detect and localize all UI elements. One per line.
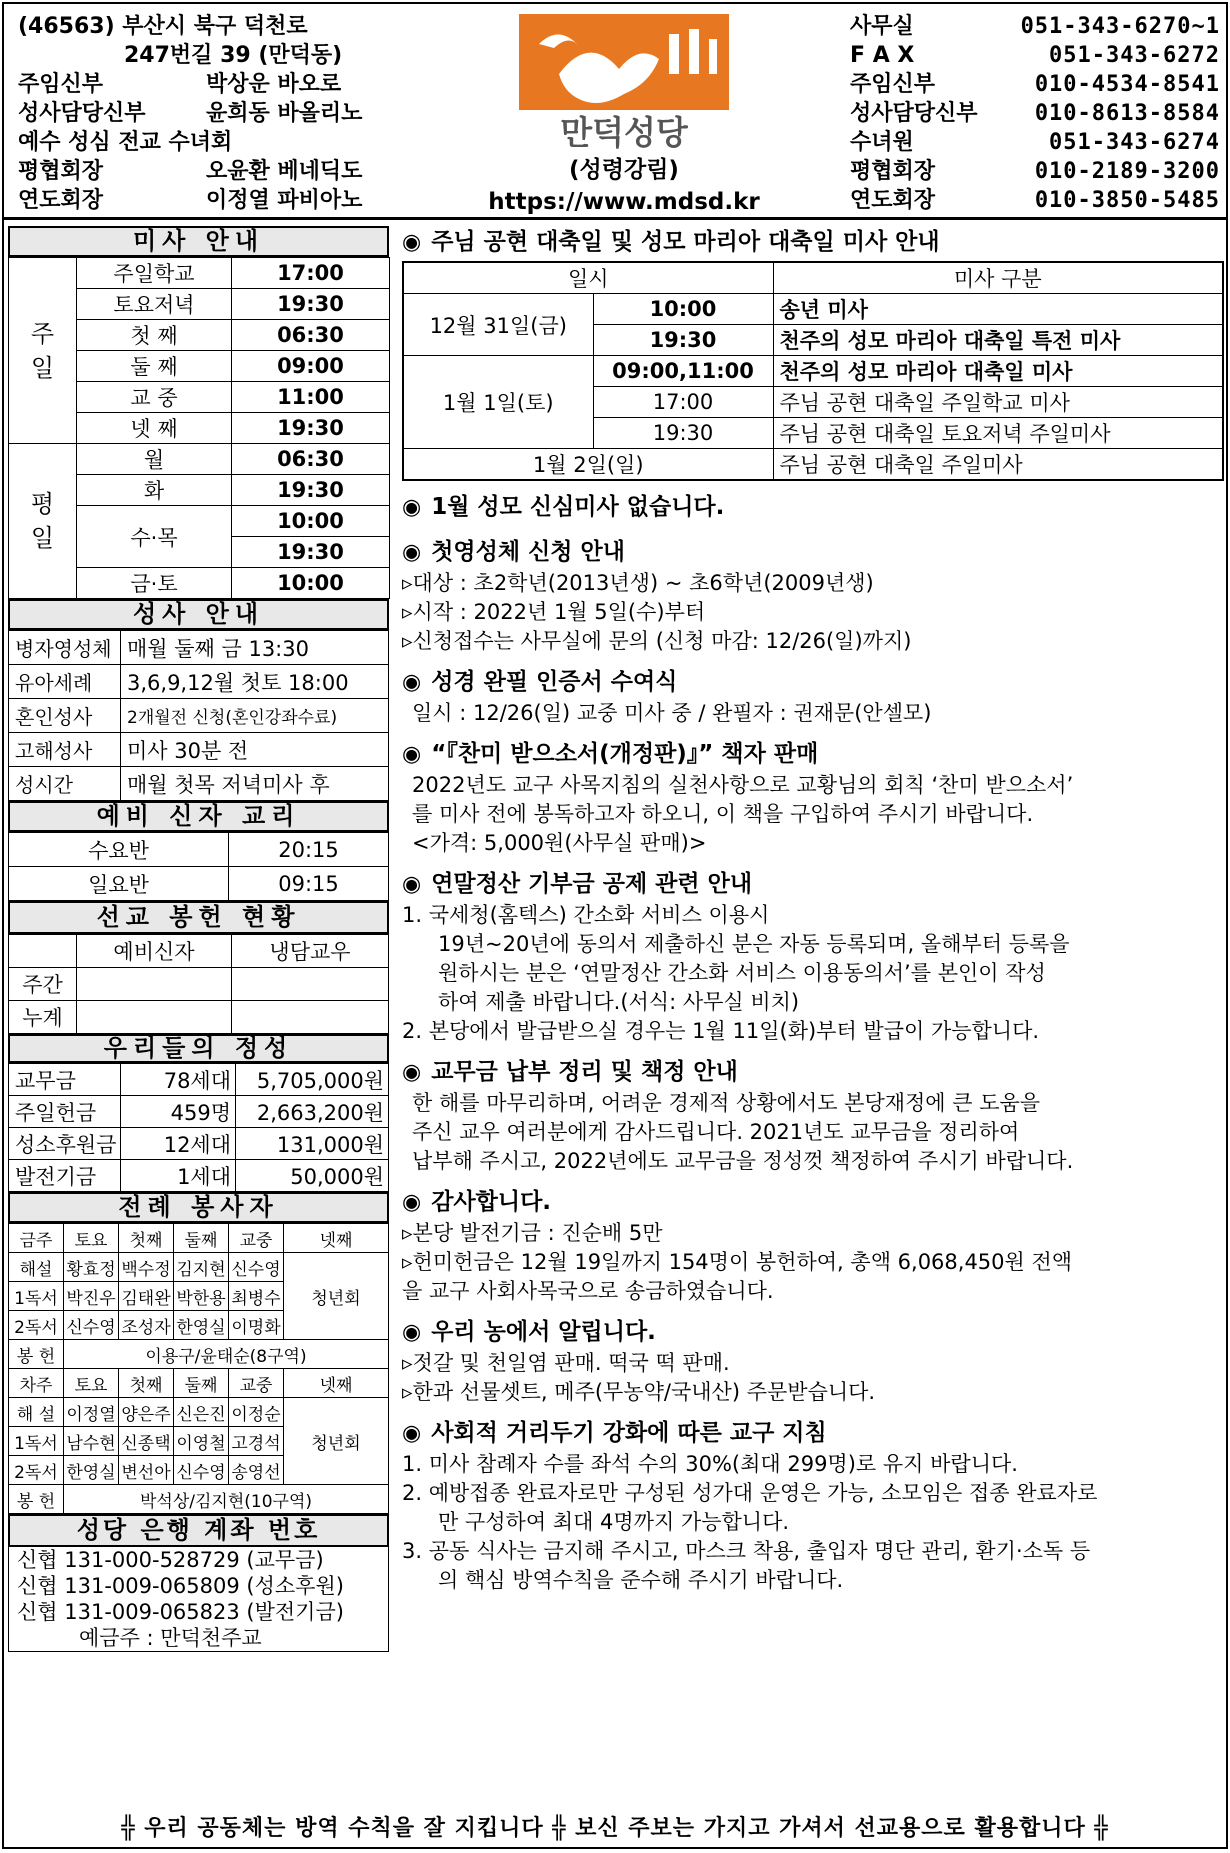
header: [4, 4, 1226, 220]
mass-name: 토요저녁: [77, 289, 232, 320]
notice-line: 1. 미사 참례자 수를 좌석 수의 30%(최대 299명)로 유지 바랍니다.: [402, 1452, 1018, 1476]
dove-flame-icon: [519, 14, 729, 152]
parish-info: [18, 12, 408, 215]
clergy-role: 예수 성심 전교 수녀회: [18, 130, 233, 155]
parish-logo: [519, 14, 729, 152]
mass-name: 화: [77, 475, 232, 506]
mass-type: 천주의 성모 마리아 대축일 특전 미사: [773, 325, 1223, 356]
notice-line: 를 미사 전에 봉독하고자 하오니, 이 책을 구입하여 주시기 바랍니다.: [412, 802, 1034, 826]
notice-line: ▹대상 : 초2학년(2013년생) ~ 초6학년(2009년생): [402, 571, 874, 595]
col-header: 미사 구분: [773, 262, 1223, 294]
liturgy-role: 2독서: [9, 1456, 64, 1485]
contact-label: 성사담당신부: [850, 101, 978, 126]
sacrament-name: 유아세례: [9, 665, 121, 699]
class-name: 일요반: [9, 867, 229, 901]
left-column: [8, 226, 389, 1797]
sunday-label: 주 일: [9, 258, 77, 444]
mass-time: 06:30: [232, 444, 390, 475]
offering-title: 우리들의 정성: [8, 1034, 389, 1063]
notice-bullet-icon: ◉: [402, 670, 422, 695]
notice-line: 3. 공동 식사는 금지해 주시고, 마스크 착용, 출입자 명단 관리, 환기·소독 등: [402, 1539, 1091, 1563]
mass-time: 19:30: [232, 475, 390, 506]
liturgy-title: 전례 봉사자: [8, 1192, 389, 1223]
mass-title: 미사 안내: [8, 226, 389, 257]
liturgy-youth: 청년회: [284, 1253, 389, 1340]
mass-date: 1월 1일(토): [403, 356, 593, 449]
notice-title: ◉ 교무금 납부 정리 및 책정 안내: [402, 1059, 738, 1085]
notice-title: ◉ 사회적 거리두기 강화에 따른 교구 지침: [402, 1420, 827, 1446]
col-header: 일시: [403, 262, 773, 294]
mass-name: 주일학교: [77, 258, 232, 289]
liturgy-cell: 신수영: [64, 1311, 119, 1340]
mass-time: 19:30: [232, 413, 390, 444]
liturgy-cell: 변선아: [119, 1456, 174, 1485]
offering-name: 교무금: [9, 1064, 121, 1096]
mass-time: 19:30: [232, 289, 390, 320]
class-time: 09:15: [229, 867, 389, 901]
liturgy-head: 금주: [9, 1224, 64, 1253]
mission-row: 주간: [9, 968, 77, 1001]
liturgy-cell: 김지현: [174, 1253, 229, 1282]
offering-name: 성소후원금: [9, 1128, 121, 1160]
liturgy-head: 넷째: [284, 1224, 389, 1253]
liturgy-cell: 남수현: [64, 1427, 119, 1456]
notice-title: ◉ 주님 공현 대축일 및 성모 마리아 대축일 미사 안내: [402, 229, 940, 255]
liturgy-head: 토요: [64, 1224, 119, 1253]
liturgy-cell: 이정열: [64, 1398, 119, 1427]
notice-line: 2. 본당에서 발급받으실 경우는 1월 11일(화)부터 발급이 가능합니다.: [402, 1019, 1040, 1043]
liturgy-role: 해설: [9, 1253, 64, 1282]
notice-title: ◉ 우리 농에서 알립니다.: [402, 1319, 656, 1345]
notice-line: 의 핵심 방역수칙을 준수해 주시기 바랍니다.: [438, 1568, 844, 1592]
liturgy-offering: 박석상/김지현(10구역): [64, 1485, 389, 1514]
liturgy-cell: 양은주: [119, 1398, 174, 1427]
liturgy-cell: 조성자: [119, 1311, 174, 1340]
mass-name: 둘 째: [77, 351, 232, 382]
notice-bullet-icon: ◉: [402, 1060, 422, 1085]
offering-name: 주일헌금: [9, 1096, 121, 1128]
clergy-role: 연도회장: [18, 188, 104, 213]
notice-line: ▹본당 발전기금 : 진순배 5만: [402, 1221, 663, 1245]
contact-number: 051-343-6272: [1049, 43, 1220, 68]
notice-bullet-icon: ◉: [402, 540, 422, 565]
sacrament-value: 매월 첫목 저녁미사 후: [121, 767, 389, 801]
notice-line: 원하시는 분은 ‘연말정산 간소화 서비스 이용동의서’를 본인이 작성: [438, 961, 1046, 985]
liturgy-head: 넷째: [284, 1369, 389, 1398]
liturgy-cell: 이영철: [174, 1427, 229, 1456]
mass-date: 12월 31일(금): [403, 294, 593, 356]
bank-accounts: [8, 1547, 389, 1652]
liturgy-head: 교중: [229, 1369, 284, 1398]
contact-number: 051-343-6274: [1049, 130, 1220, 155]
mass-time: 10:00: [593, 294, 773, 325]
notice-title: ◉ “『찬미 받으소서(개정판)』” 책자 판매: [402, 741, 819, 767]
mass-type: 주님 공현 대축일 토요저녁 주일미사: [773, 418, 1223, 449]
offering-amount: 50,000원: [236, 1160, 389, 1192]
liturgy-role: 봉 헌: [9, 1340, 64, 1369]
liturgy-cell: 이명화: [229, 1311, 284, 1340]
offering-count: 459명: [121, 1096, 236, 1128]
special-mass-table: [402, 261, 1224, 481]
liturgy-offering: 이용구/윤태순(8구역): [64, 1340, 389, 1369]
liturgy-cell: 신종택: [119, 1427, 174, 1456]
notice-title: ◉ 성경 완필 인증서 수여식: [402, 669, 678, 695]
offering-count: 12세대: [121, 1128, 236, 1160]
mass-time: 17:00: [593, 387, 773, 418]
liturgy-head: 첫째: [119, 1224, 174, 1253]
mass-name: 금·토: [77, 568, 232, 599]
notice-line: 한 해를 마무리하며, 어려운 경제적 상황에서도 본당재정에 큰 도움을: [412, 1091, 1041, 1115]
mass-name: 월: [77, 444, 232, 475]
liturgy-role: 1독서: [9, 1427, 64, 1456]
mass-time: 19:30: [593, 418, 773, 449]
notice-bullet-icon: ◉: [402, 495, 422, 520]
clergy-name: 이정열 파비아노: [206, 188, 363, 213]
liturgy-role: 1독서: [9, 1282, 64, 1311]
clergy-name: 윤희동 바올리노: [206, 101, 363, 126]
notice-bullet-icon: ◉: [402, 872, 422, 897]
notice-bullet-icon: ◉: [402, 1190, 422, 1215]
mass-name: 교 중: [77, 382, 232, 413]
mass-time: 10:00: [232, 568, 390, 599]
mass-type: 주님 공현 대축일 주일미사: [773, 449, 1223, 481]
offering-count: 78세대: [121, 1064, 236, 1096]
notice-line: 주신 교우 여러분에게 감사드립니다. 2021년도 교무금을 정리하여: [412, 1120, 1020, 1144]
clergy-name: 오윤환 베네딕도: [206, 159, 363, 184]
contact-label: 수녀원: [850, 130, 914, 155]
class-name: 수요반: [9, 833, 229, 867]
notice-line: 1. 국세청(홈텍스) 간소화 서비스 이용시: [402, 903, 770, 927]
bank-line: 신협 131-009-065823 (발전기금): [17, 1600, 344, 1624]
mission-row: 누계: [9, 1001, 77, 1034]
sacrament-value: 미사 30분 전: [121, 733, 389, 767]
liturgy-cell: 김태완: [119, 1282, 174, 1311]
liturgy-cell: 한영실: [174, 1311, 229, 1340]
notice-bullet-icon: ◉: [402, 230, 422, 255]
bank-line: 신협 131-009-065809 (성소후원): [17, 1574, 344, 1598]
clergy-role: 주임신부: [18, 72, 104, 97]
notice-bullet-icon: ◉: [402, 1421, 422, 1446]
bank-title: 성당 은행 계좌 번호: [8, 1514, 389, 1547]
mass-type: 송년 미사: [773, 294, 1223, 325]
notice-bullet-icon: ◉: [402, 742, 422, 767]
mass-time: 19:30: [593, 325, 773, 356]
notice-line: ▹헌미헌금은 12월 19일까지 154명이 봉헌하여, 총액 6,068,450원 전액: [402, 1250, 1073, 1274]
liturgy-role: 봉 헌: [9, 1485, 64, 1514]
mass-time: 09:00,11:00: [593, 356, 773, 387]
mass-time: 10:00: [232, 506, 390, 537]
footer-banner: ╬ 우리 공동체는 방역 수칙을 잘 지킵니다 ╬ 보신 주보는 가지고 가셔서 선교용으로 활용합니다 ╬: [121, 1816, 1109, 1841]
mass-time: 17:00: [232, 258, 390, 289]
offering-amount: 131,000원: [236, 1128, 389, 1160]
offering-amount: 5,705,000원: [236, 1064, 389, 1096]
clergy-role: 성사담당신부: [18, 101, 146, 126]
mission-table: [8, 934, 389, 1034]
mass-date: 1월 2일(일): [403, 449, 773, 481]
notice-line: 2022년도 교구 사목지침의 실천사항으로 교황님의 회칙 ‘찬미 받으소서’: [412, 773, 1074, 797]
address-line-2: 247번길 39 (만덕동): [124, 43, 343, 68]
liturgy-cell: 신은진: [174, 1398, 229, 1427]
notice-line: 2. 예방접종 완료자로만 구성된 성가대 운영은 가능, 소모임은 접종 완료자로: [402, 1481, 1098, 1505]
mass-name: 수·목: [77, 506, 232, 568]
sacrament-name: 고해성사: [9, 733, 121, 767]
liturgy-head: 교중: [229, 1224, 284, 1253]
notice-line: ▹신청접수는 사무실에 문의 (신청 마감: 12/26(일)까지): [402, 629, 912, 653]
liturgy-youth: 청년회: [284, 1398, 389, 1485]
mission-col: 냉담교우: [232, 935, 389, 968]
mass-schedule-table: [8, 257, 390, 599]
address-line-1: (46563) 부산시 북구 덕천로: [18, 14, 308, 39]
logo-subtitle: (성령강림): [569, 157, 679, 183]
mass-type: 주님 공현 대축일 주일학교 미사: [773, 387, 1223, 418]
notice-bullet-icon: ◉: [402, 1320, 422, 1345]
liturgy-cell: 최병수: [229, 1282, 284, 1311]
mass-type: 천주의 성모 마리아 대축일 미사: [773, 356, 1223, 387]
contact-number: 010-4534-8541: [1034, 72, 1220, 97]
offering-amount: 2,663,200원: [236, 1096, 389, 1128]
liturgy-role: 해 설: [9, 1398, 64, 1427]
contact-label: F A X: [850, 43, 915, 68]
logo-text: 만덕성당: [560, 113, 688, 152]
notice-line: 일시 : 12/26(일) 교중 미사 중 / 완필자 : 권재문(안셀모): [412, 701, 932, 725]
notice-title: ◉ 연말정산 기부금 공제 관련 안내: [402, 871, 753, 897]
liturgy-head: 둘째: [174, 1369, 229, 1398]
contact-number: 051-343-6270~1: [1020, 14, 1220, 39]
mass-time: 06:30: [232, 320, 390, 351]
liturgy-cell: 신수영: [174, 1456, 229, 1485]
bank-line: 신협 131-000-528729 (교무금): [17, 1548, 324, 1572]
liturgy-cell: 고경석: [229, 1427, 284, 1456]
contact-label: 연도회장: [850, 188, 936, 213]
notice-line: <가격: 5,000원(사무실 판매)>: [412, 831, 707, 855]
notice-title: ◉ 첫영성체 신청 안내: [402, 539, 625, 565]
notice-line: 하여 제출 바랍니다.(서식: 사무실 비치): [438, 990, 800, 1014]
website-link[interactable]: https://www.mdsd.kr: [488, 189, 760, 215]
liturgy-cell: 박진우: [64, 1282, 119, 1311]
notice-line: ▹한과 선물셋트, 메주(무농약/국내산) 주문받습니다.: [402, 1380, 876, 1404]
sacrament-value: 3,6,9,12월 첫토 18:00: [121, 665, 389, 699]
liturgy-cell: 이정순: [229, 1398, 284, 1427]
notice-line: 을 교구 사회사목국으로 송금하였습니다.: [402, 1279, 774, 1303]
notice-title: ◉ 1월 성모 신심미사 없습니다.: [402, 494, 725, 520]
contact-label: 주임신부: [850, 72, 936, 97]
notice-line: 납부해 주시고, 2022년에도 교무금을 정성껏 책정하여 주시기 바랍니다.: [412, 1149, 1074, 1173]
notice-line: 만 구성하여 최대 4명까지 가능합니다.: [438, 1510, 790, 1534]
mass-name: 넷 째: [77, 413, 232, 444]
sacrament-value: 매월 둘째 금 13:30: [121, 631, 389, 665]
sacrament-table: [8, 630, 389, 801]
clergy-name: 박상운 바오로: [206, 72, 342, 97]
mission-col: 예비신자: [77, 935, 232, 968]
liturgy-cell: 박한용: [174, 1282, 229, 1311]
liturgy-cell: 백수정: [119, 1253, 174, 1282]
liturgy-cell: 송영선: [229, 1456, 284, 1485]
weekday-label: 평 일: [9, 444, 77, 599]
contact-label: 평협회장: [850, 159, 936, 184]
contact-info: [850, 12, 1220, 215]
parish-logo-block: [474, 14, 774, 216]
offering-table: [8, 1063, 389, 1192]
bank-holder: 예금주 : 만덕천주교: [79, 1626, 262, 1650]
catechumen-title: 예비 신자 교리: [8, 801, 389, 832]
notices-column: [402, 226, 1224, 1595]
sacrament-name: 성시간: [9, 767, 121, 801]
contact-number: 010-3850-5485: [1034, 188, 1220, 213]
liturgy-head: 첫째: [119, 1369, 174, 1398]
liturgy-head: 차주: [9, 1369, 64, 1398]
sacrament-title: 성사 안내: [8, 599, 389, 630]
liturgy-role: 2독서: [9, 1311, 64, 1340]
contact-number: 010-8613-8584: [1034, 101, 1220, 126]
class-time: 20:15: [229, 833, 389, 867]
notice-title: ◉ 감사합니다.: [402, 1189, 552, 1215]
notice-line: ▹시작 : 2022년 1월 5일(수)부터: [402, 600, 706, 624]
sacrament-name: 병자영성체: [9, 631, 121, 665]
liturgy-cell: 황효정: [64, 1253, 119, 1282]
liturgy-head: 둘째: [174, 1224, 229, 1253]
mass-time: 09:00: [232, 351, 390, 382]
mass-time: 19:30: [232, 537, 390, 568]
notice-line: 19년~20년에 동의서 제출하신 분은 자동 등록되며, 올해부터 등록을: [438, 932, 1070, 956]
notice-line: ▹젓갈 및 천일염 판매. 떡국 떡 판매.: [402, 1351, 730, 1375]
liturgy-head: 토요: [64, 1369, 119, 1398]
sacrament-name: 혼인성사: [9, 699, 121, 733]
catechumen-table: [8, 832, 389, 901]
offering-name: 발전기금: [9, 1160, 121, 1192]
mission-title: 선교 봉헌 현황: [8, 901, 389, 934]
clergy-role: 평협회장: [18, 159, 104, 184]
bulletin-page: [2, 2, 1228, 1849]
sacrament-value: 2개월전 신청(혼인강좌수료): [121, 699, 389, 733]
mass-name: 첫 째: [77, 320, 232, 351]
liturgy-cell: 한영실: [64, 1456, 119, 1485]
mass-time: 11:00: [232, 382, 390, 413]
liturgy-cell: 신수영: [229, 1253, 284, 1282]
contact-label: 사무실: [850, 14, 914, 39]
liturgy-this-week-table: [8, 1223, 389, 1514]
offering-count: 1세대: [121, 1160, 236, 1192]
contact-number: 010-2189-3200: [1034, 159, 1220, 184]
